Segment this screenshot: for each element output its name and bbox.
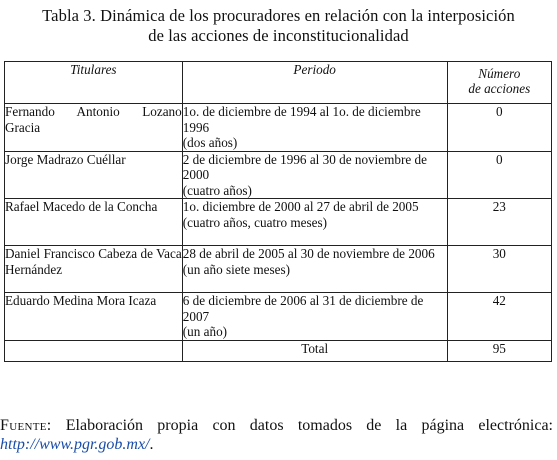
acciones-cell: 0	[447, 104, 551, 152]
titular-cell: Jorge Madrazo Cuéllar	[5, 151, 183, 199]
total-label-cell: Total	[182, 340, 447, 361]
titular-cell: Eduardo Medina Mora Icaza	[5, 293, 183, 341]
duracion-text: (un año)	[182, 324, 228, 339]
table-row	[5, 246, 552, 293]
table-row	[5, 293, 552, 341]
table-row	[5, 104, 552, 152]
header-periodo: Periodo	[182, 62, 447, 104]
caption-line-1: Tabla 3. Dinámica de los procuradores en relación con la interposición	[42, 6, 515, 25]
source-note	[0, 416, 553, 454]
periodo-cell	[182, 293, 447, 341]
titular-cell: Daniel Francisco Cabeza de Vaca Hernández	[5, 246, 183, 293]
source-text: Elaboración propia con datos tomados de la página electrónica:	[51, 417, 553, 434]
periodo-cell	[182, 104, 447, 152]
table-row	[5, 151, 552, 199]
periodo-text: 1o. de diciembre de 1994 al 1o. de diciembre 1996	[182, 104, 421, 135]
periodo-cell	[182, 199, 447, 246]
total-value-cell: 95	[447, 340, 551, 361]
duracion-text: (cuatro años)	[182, 182, 252, 198]
periodo-text: 1o. diciembre de 2000 al 27 de abril de 2005	[182, 199, 419, 214]
periodo-text: 28 de abril de 2005 al 30 de noviembre de 2006	[182, 246, 435, 261]
periodo-cell	[182, 151, 447, 199]
table-total-row	[5, 340, 552, 361]
procuradores-table	[4, 61, 552, 362]
header-numero-line-1: Número	[478, 66, 521, 81]
periodo-text: 2 de diciembre de 1996 al 30 de noviembre de 2000	[182, 151, 428, 182]
duracion-text: (cuatro años, cuatro meses)	[182, 214, 328, 230]
table-row	[5, 199, 552, 246]
duracion-text: (un año siete meses)	[182, 261, 291, 277]
periodo-cell	[182, 246, 447, 293]
header-numero-line-2: de acciones	[468, 81, 531, 96]
acciones-cell: 30	[447, 246, 551, 293]
titular-cell: Rafael Macedo de la Concha	[5, 199, 183, 246]
header-titulares: Titulares	[5, 62, 183, 104]
source-label: Fuente:	[0, 417, 52, 434]
table-header-row	[5, 62, 552, 104]
acciones-cell: 42	[447, 293, 551, 341]
duracion-text: (dos años)	[182, 135, 238, 150]
table-caption	[0, 6, 557, 46]
acciones-cell: 23	[447, 199, 551, 246]
total-blank-cell	[5, 340, 183, 361]
source-end: .	[149, 436, 154, 453]
periodo-text: 6 de diciembre de 2006 al 31 de diciembre de 2007	[182, 293, 424, 324]
caption-line-2: de las acciones de inconstitucionalidad	[148, 26, 409, 45]
acciones-cell: 0	[447, 151, 551, 199]
source-link[interactable]: http://www.pgr.gob.mx/	[0, 436, 150, 453]
titular-cell: Fernando Antonio Lozano Gracia	[5, 104, 183, 152]
header-numero-acciones	[447, 62, 551, 104]
